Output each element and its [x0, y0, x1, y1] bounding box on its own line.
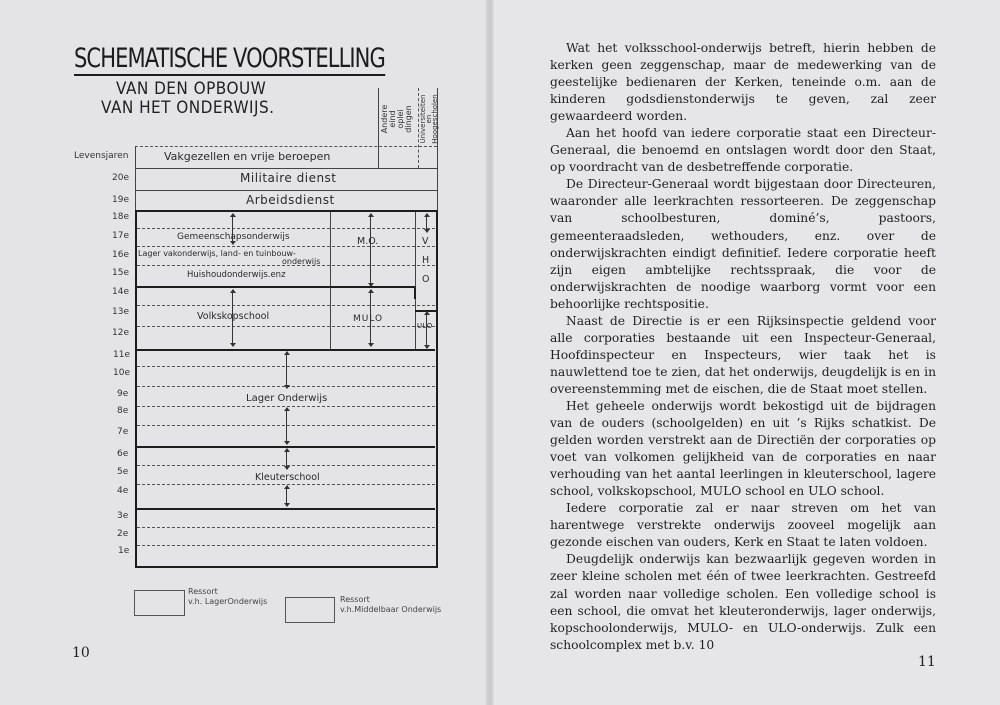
- block-mo: M.O.: [357, 236, 379, 247]
- andere-line: eind: [388, 110, 397, 128]
- block-lager-onderwijs: Lager Onderwijs: [246, 393, 328, 404]
- legend-line: v.h.Middelbaar Onderwijs: [340, 605, 442, 614]
- grid-right-border: [436, 210, 438, 567]
- paragraph: De Directeur-Generaal wordt bijgestaan door Directeuren, waaronder alle leerkrachten ressorteeren. De zeggenschap van schoolbesturen, dominé’s, pastoors, gemeenteraadsleden, wethouders, enz. over de onderwijskrachten eindigt definitief. Iedere corporatie heeft zijn eigen ambtelijke rechtsspraak, die voor de onderwijskrachten de noodige waarborg vormt voor een behoorlijke rechtspositie.: [550, 177, 936, 311]
- grid-right-border: [437, 168, 438, 211]
- row-line: [137, 545, 435, 546]
- column-divider-mo: [330, 212, 331, 350]
- block-arbeidsdienst: Arbeidsdienst: [246, 193, 335, 207]
- legend-swatch-lager: [134, 590, 185, 616]
- ressort-border: [135, 210, 437, 212]
- page-number-right: 11: [918, 654, 936, 670]
- age-label: 6e: [117, 449, 129, 459]
- univ-line: Universiteiten: [419, 94, 427, 144]
- column-andere-label: [381, 90, 413, 148]
- age-label: 5e: [117, 467, 129, 477]
- age-label: 7e: [117, 427, 129, 437]
- legend-label-lager: [188, 587, 267, 607]
- row-line: [135, 146, 437, 147]
- block-vho-v: V: [422, 236, 429, 247]
- diagram-subtitle-1: VAN DEN OPBOUW: [116, 79, 267, 99]
- block-volkskopschool: Volkskopschool: [197, 311, 270, 322]
- span-arrow-lager: [286, 408, 287, 444]
- age-label: 18e: [112, 212, 129, 222]
- univ-line: Hoogescholen: [431, 94, 439, 144]
- legend-line: v.h. LagerOnderwijs: [188, 597, 268, 606]
- age-label: 2e: [117, 529, 129, 539]
- age-label: 9e: [117, 389, 129, 399]
- block-gemeenschapsonderwijs: Gemeenschapsonderwijs: [177, 232, 290, 242]
- block-mulo: MULO: [353, 314, 384, 324]
- ulo-border: [414, 287, 416, 299]
- page-number-left: 10: [72, 645, 90, 661]
- grid-left-border: [135, 146, 136, 211]
- andere-line: oplei: [396, 109, 405, 129]
- span-arrow-kleuter: [286, 449, 287, 469]
- age-label: 14e: [112, 287, 129, 297]
- age-label: 17e: [112, 231, 129, 241]
- andere-line: dingen: [404, 105, 413, 133]
- row-line: [135, 168, 437, 169]
- paragraph: Iedere corporatie zal er naar streven om het van harentwege verstrekte onderwijs zooveel mogelijk aan gezonde eischen van ouders, Kerk en Staat te laten voldoen.: [550, 501, 936, 550]
- age-label: 1e: [118, 546, 130, 556]
- block-militaire-dienst: Militaire dienst: [240, 171, 337, 185]
- span-arrow-mo: [370, 214, 371, 286]
- age-label: 11e: [113, 350, 130, 360]
- legend-line: Ressort: [340, 595, 370, 604]
- age-label: 20e: [112, 173, 129, 183]
- body-text: [550, 40, 936, 654]
- block-vho-o: O: [422, 274, 430, 285]
- legend-swatch-middelbaar: [285, 597, 335, 623]
- diagram-subtitle-2: VAN HET ONDERWIJS.: [101, 98, 275, 118]
- legend-line: Ressort: [188, 587, 218, 596]
- block-ulo: ULO: [417, 322, 433, 330]
- legend-label-middelbaar: [340, 595, 441, 615]
- span-arrow-kleuter: [286, 486, 287, 506]
- axis-label-levensjaren: Levensjaren: [74, 151, 129, 161]
- age-label: 15e: [112, 268, 129, 278]
- paragraph: Naast de Directie is er een Rijksinspectie geldend voor alle corporaties bestaande uit een Inspecteur-Generaal, Hoofdinspecteur en Inspecteurs, wier taak het is nauwlettend toe te zien, dat het onderwijs, deugdelijk is en in overeenstemming met de eischen, die de Staat moet stellen.: [550, 313, 936, 396]
- block-vakgezellen: Vakgezellen en vrije beroepen: [164, 150, 331, 163]
- paragraph: Aan het hoofd van iedere corporatie staat een Directeur-Generaal, die benoemd en ontslagen wordt door den Staat, op voordracht van de desbetreffende corporatie.: [550, 126, 936, 175]
- age-label: 8e: [117, 406, 129, 416]
- diagram-title: SCHEMATISCHE VOORSTELLING: [74, 43, 385, 74]
- grid-left-border: [135, 210, 137, 567]
- section-border: [137, 286, 415, 288]
- age-label: 13e: [112, 307, 129, 317]
- age-label: 3e: [117, 511, 129, 521]
- block-vho-h: H: [422, 255, 430, 266]
- span-arrow-ulo: [426, 312, 427, 348]
- age-label: 16e: [112, 250, 129, 260]
- span-arrow-lager: [286, 352, 287, 388]
- row-line: [135, 190, 437, 191]
- row-line: [137, 228, 435, 229]
- book-gutter: [486, 0, 494, 705]
- block-huishoudonderwijs: Huishoudonderwijs.enz: [187, 270, 286, 280]
- age-label: 19e: [112, 195, 129, 205]
- age-label: 12e: [112, 328, 129, 338]
- row-line: [137, 246, 435, 247]
- block-lager-vakonderwijs-cont: onderwijs: [282, 257, 321, 266]
- column-divider-vho: [415, 212, 416, 350]
- block-kleuterschool: Kleuterschool: [255, 472, 320, 483]
- row-line: [137, 527, 435, 528]
- age-label: 4e: [117, 486, 129, 496]
- column-divider: [378, 88, 379, 168]
- row-line: [137, 305, 435, 306]
- column-universiteiten-label: [420, 90, 438, 148]
- span-arrow-vho: [426, 214, 427, 232]
- andere-line: Andere: [380, 104, 389, 134]
- block-lager-vakonderwijs: Lager vakonderwijs, land- en tuinbouw-: [138, 249, 296, 258]
- section-border: [137, 508, 435, 510]
- age-label: 10e: [113, 368, 130, 378]
- row-line: [137, 326, 435, 327]
- univ-line: en: [425, 114, 433, 124]
- paragraph: Het geheele onderwijs wordt bekostigd uit de bijdragen van de ouders (schoolgelden) en uit ’s Rijks schatkist. De gelden worden verstrekt aan de Directiën der corporaties op voet van volkomen gelijkheid van de corporaties en naar verhouding van het aantal leerlingen in kleuterschool, lagere school, volkskopschool, MULO school en ULO school.: [550, 398, 936, 499]
- paragraph: Deugdelijk onderwijs kan bezwaarlijk gegeven worden in zeer kleine scholen met één of twee leerkrachten. Gestreefd zal worden naar volledige scholen. Een volledige school is een school, die omvat het kleuteronderwijs, lager onderwijs, kopschoolonderwijs, MULO- en ULO-onderwijs. Zulk een schoolcomplex met b.v. 10: [550, 552, 936, 652]
- grid-bottom-border: [135, 566, 438, 568]
- paragraph: Wat het volksschool-onderwijs betreft, hierin hebben de kerken geen zeggenschap, maar de medewerking van de geestelijke bedienaren der Kerken, teneinde o.m. aan de kinderen godsdienstonderwijs te geven, zal zeer gewaardeerd worden.: [550, 41, 936, 124]
